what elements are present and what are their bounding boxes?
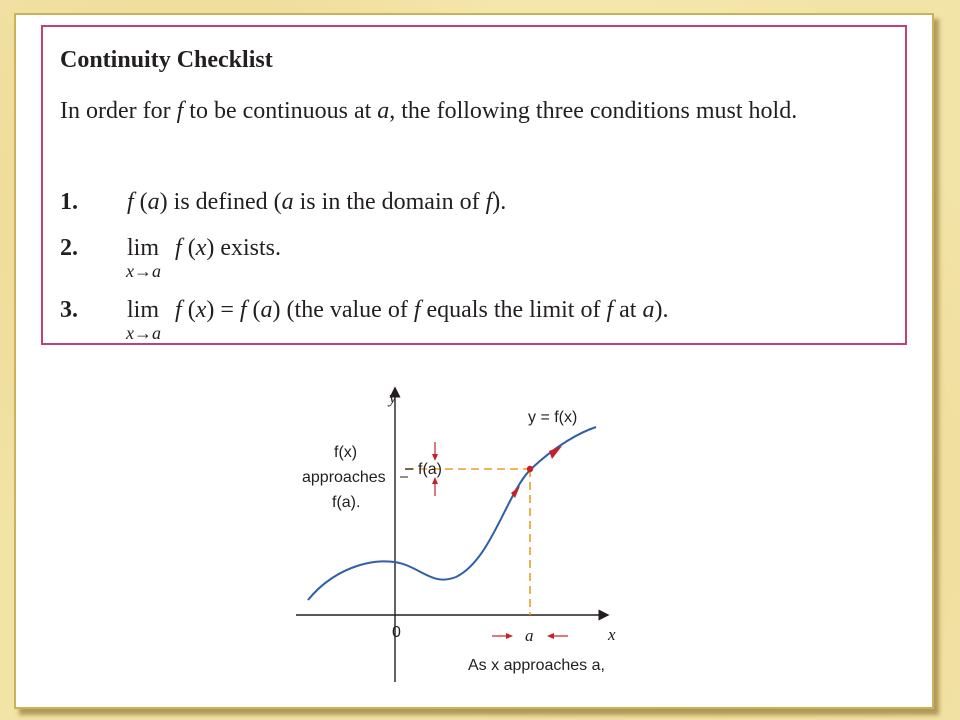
intro-f: f bbox=[176, 98, 184, 124]
cond1-a-domain: a bbox=[281, 189, 294, 215]
cond3-open2: ( bbox=[246, 297, 261, 323]
cond3-value-text: ) (the value of bbox=[272, 297, 414, 323]
cond3-lim: lim bbox=[127, 297, 160, 323]
intro-pre: In order for bbox=[60, 98, 177, 124]
cond1-defined: ) is defined ( bbox=[159, 189, 282, 215]
left-note-line-3: f(a). bbox=[332, 494, 361, 511]
condition-1-text bbox=[127, 189, 506, 216]
condition-3-number: 3. bbox=[60, 297, 78, 323]
condition-2-number: 2. bbox=[60, 235, 78, 261]
intro-a: a bbox=[377, 98, 390, 124]
cond3-at-text: at bbox=[613, 297, 643, 323]
continuity-graph bbox=[266, 370, 616, 690]
cond3-a1: a bbox=[260, 297, 273, 323]
cond2-f: f bbox=[175, 235, 182, 261]
bottom-note: As x approaches a, bbox=[468, 657, 605, 674]
cond1-f: f bbox=[127, 189, 134, 215]
intro-mid: to be continuous at bbox=[183, 98, 378, 124]
fa-tick-label: f(a) bbox=[418, 461, 442, 478]
a-arrow-right-head bbox=[506, 633, 513, 639]
condition-3-text bbox=[127, 297, 668, 324]
cond1-f2: f bbox=[485, 189, 493, 215]
a-arrow-left-head bbox=[547, 633, 554, 639]
cond2-exists: ) exists. bbox=[206, 235, 282, 261]
fa-arrow-down-head bbox=[432, 454, 438, 461]
cond1-a: a bbox=[147, 189, 160, 215]
cond1-domain-text: is in the domain of bbox=[293, 189, 486, 215]
cond3-f2: f bbox=[239, 297, 247, 323]
cond3-a2: a bbox=[642, 297, 655, 323]
cond1-open: ( bbox=[133, 189, 148, 215]
intro-post: , the following three conditions must hold. bbox=[389, 98, 798, 124]
cond3-close1: ) = bbox=[206, 297, 240, 323]
condition-3-limit-subscript: x→a bbox=[126, 323, 161, 343]
condition-2-text bbox=[127, 235, 281, 262]
slide bbox=[14, 13, 934, 709]
checklist-intro bbox=[60, 91, 890, 131]
point-a-fa bbox=[527, 466, 533, 472]
cond3-equals-text: equals the limit of bbox=[420, 297, 607, 323]
cond3-x: x bbox=[195, 297, 207, 323]
checklist-title: Continuity Checklist bbox=[60, 47, 273, 73]
cond1-close: ). bbox=[492, 189, 507, 215]
cond3-end: ). bbox=[654, 297, 669, 323]
condition-1-number: 1. bbox=[60, 189, 78, 215]
a-tick-label: a bbox=[525, 626, 534, 645]
continuity-checklist-box bbox=[41, 25, 907, 345]
fa-arrow-up-head bbox=[432, 477, 438, 484]
graph-svg bbox=[266, 370, 616, 690]
cond3-f1: f bbox=[175, 297, 182, 323]
cond2-open: ( bbox=[181, 235, 196, 261]
origin-label: 0 bbox=[392, 624, 401, 641]
x-axis-label: x bbox=[608, 625, 616, 644]
cond2-x: x bbox=[195, 235, 207, 261]
cond3-open1: ( bbox=[181, 297, 196, 323]
cond2-lim: lim bbox=[127, 235, 160, 261]
condition-2-limit-subscript: x→a bbox=[126, 261, 161, 281]
cond3-f3: f bbox=[413, 297, 421, 323]
left-note-line-2: approaches bbox=[302, 469, 386, 486]
cond3-f4: f bbox=[606, 297, 614, 323]
curve-label: y = f(x) bbox=[528, 409, 578, 426]
left-note-line-1: f(x) bbox=[334, 444, 358, 461]
y-axis-label: y bbox=[389, 388, 397, 407]
